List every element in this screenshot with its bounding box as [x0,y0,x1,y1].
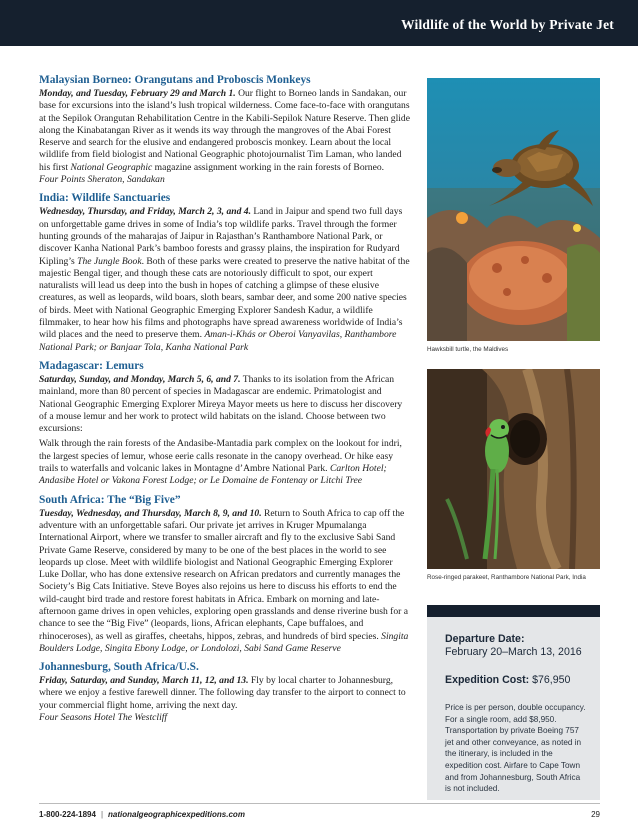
dates: Saturday, Sunday, and Monday, March 5, 6, and 7. [39,373,241,385]
hotel-name: Singita Boulders Lodge, Singita Ebony Lodge, or Londolozi, Sabi Sand Game Reserve [39,630,409,654]
footer-divider [39,803,600,804]
hotel-name: Four Seasons Hotel The Westcliff [39,712,168,724]
section-heading: Madagascar: Lemurs [39,359,144,372]
dates: Wednesday, Thursday, and Friday, March 2, 3, and 4. [39,206,251,218]
italic-text: National Geographic [70,161,153,173]
section-johannesburg [39,660,411,724]
body-text: Thanks to its isolation from the African mainland, more than 80 percent of species in Madagascar are endemic. Primatologist and National Geographic Emerging Explorer Mireya Mayor meets us here to discuss her discovery of a mouse lemur and her work to protect wild habitats on the island. Choose between two excursions: [39,373,403,435]
cost-value: $76,950 [532,674,571,686]
section-south-africa [39,493,411,656]
body-text: Our flight to Borneo lands in Sandakan, our base for excursions into the island’s lush tropical wilderness. Come face-to-face with orangutans at the Sepilok Orangutan Rehabilitation Centre in the Kabili-Sepilok Nature Reserve. Then glide along the Kinabatangan River as it wends its way through the mangroves of the Abai Forest Reserve and search for the elusive and endangered proboscis monkey. Learn about the local wildlife from field biologist and National Geographic photojournalist Tim Laman, who landed his first [39,88,410,173]
section-india [39,191,411,354]
footer-separator: | [100,810,104,819]
itinerary-column [39,73,411,724]
body-text: Return to South Africa to cap off the adventure with an unforgettable safari. Our private jet arrives in Kruger Mpumalanga International Airport, where we transfer to smaller aircraft and fly to the exclusive Sabi Sand Private Game Reserve, considered by many to be one of the best places in the world to see leopards up close. Meet with wildlife biologist and National Geographic Emerging Explorer Luke Dollar, who has done extensive research on African predators and currently manages the Society’s Big Cats Initiative. Steve Boyes also rejoins us here to discuss his efforts to end the wild-caught bird trade and restore forest habitats in Africa. Embark on morning and late-afternoon game drives in open vehicles, exploring open grasslands and dense riverine bush for a chance to see the “Big Five” (leopards, lions, African elephants, Cape buffaloes, and rhinoceroses), as well as giraffes, cheetahs, hippos, zebras, and hundreds of bird species. [39,507,408,642]
departure-value: February 20–March 13, 2016 [445,646,582,658]
section-heading: Malaysian Borneo: Orangutans and Proboscis Monkeys [39,74,311,86]
cost-label: Expedition Cost: [445,674,530,686]
body-text: Walk through the rain forests of the Andasibe-Mantadia park complex on the lookout for indri, the largest species of lemur, whose eerie calls resonate in the canopy overhead. Or hike easy trails to waterfalls and volcanic lakes in Montagne d’Ambre National Park. [39,438,402,475]
parakeet-illustration [427,369,600,569]
page-number: 29 [591,810,600,819]
section-paragraph [39,206,411,354]
dates: Tuesday, Wednesday, and Thursday, March 8, 9, and 10. [39,507,262,519]
section-paragraph [39,88,411,186]
body-text: Fly by local charter to Johannesburg, where we enjoy a festive farewell dinner. The following day transfer to the airport to connect to your commercial flight home, arriving the next day. [39,675,406,711]
footer [39,810,245,819]
section-heading: Johannesburg, South Africa/U.S. [39,661,199,674]
hotel-name: Four Points Sheraton, Sandakan [39,174,165,186]
photo-rose-ringed-parakeet [427,369,600,569]
body-text: Land in Jaipur and spend two full days on unforgettable game drives in some of India’s top wildlife parks. Travel through the former hunting grounds of the maharajas of Jaipur in Rajasthan’s Ranthambore National Park, or discover Kanha National Park’s bamboo forests and grassy plains, the inspiration for Rudyard Kipling’s [39,206,403,267]
section-madagascar [39,359,411,488]
section-paragraph [39,508,411,656]
body-text-2: . Both of these parks were created to preserve the native habitat of the majestic Bengal tiger, and though these cats are notoriously difficult to spot, our expert naturalists will lead us deep into the bush in hopes of catching a glimpse of these elusive creatures, as well as leopards, wild boars, sloth bears, sambar deer, and some 200 native species of birds. Meet with National Geographic Emerging Explorer Sandesh Kadur, a wildlife filmmaker, to hear how his films and photographs have spread awareness worldwide of India’s wild places and the need to preserve them. [39,255,410,341]
hotel-name: Aman-i-Khás or Oberoi Vanyavilas, Ranthambore National Park; or Banjaar Tola, Kanha National Park [39,329,397,353]
info-box-bar [427,605,600,617]
departure-label: Departure Date: [445,633,525,645]
price-note: Price is per person, double occupancy. For a single room, add $8,950. Transportation by private Boeing 757 jet and other conveyance, as noted in the itinerary, is included in the expedition cost. Airfare to Cape Town and from Johannesburg, South Africa is not included. [445,703,586,794]
section-paragraph [39,374,411,435]
cost-row [445,674,586,687]
section-paragraph [39,675,411,724]
photo-caption: Rose-ringed parakeet, Ranthambore National Park, India [427,574,586,581]
section-paragraph [39,438,411,487]
italic-text: The Jungle Book [77,255,142,267]
header-bar [0,0,638,46]
section-heading: South Africa: The “Big Five” [39,493,181,506]
phone-number: 1-800-224-1894 [39,810,96,819]
hotel-name: Carlton Hotel; Andasibe Hotel or Vakona Forest Lodge; or Le Domaine de Fontenay or Litchi Tree [39,463,387,487]
turtle-illustration [427,78,600,341]
info-box [427,617,600,800]
dates: Friday, Saturday, and Sunday, March 11, 12, and 13. [39,675,249,687]
section-heading: India: Wildlife Sanctuaries [39,192,171,205]
website-link[interactable]: nationalgeographicexpeditions.com [108,810,245,819]
photo-hawksbill-turtle [427,78,600,341]
section-borneo [39,73,411,186]
page-header-title: Wildlife of the World by Private Jet [401,17,614,32]
photo-caption: Hawksbill turtle, the Maldives [427,346,509,353]
body-text-2: magazine assignment working in the rain forests of Borneo. [152,161,385,173]
dates: Monday, and Tuesday, February 29 and March 1. [39,88,236,99]
